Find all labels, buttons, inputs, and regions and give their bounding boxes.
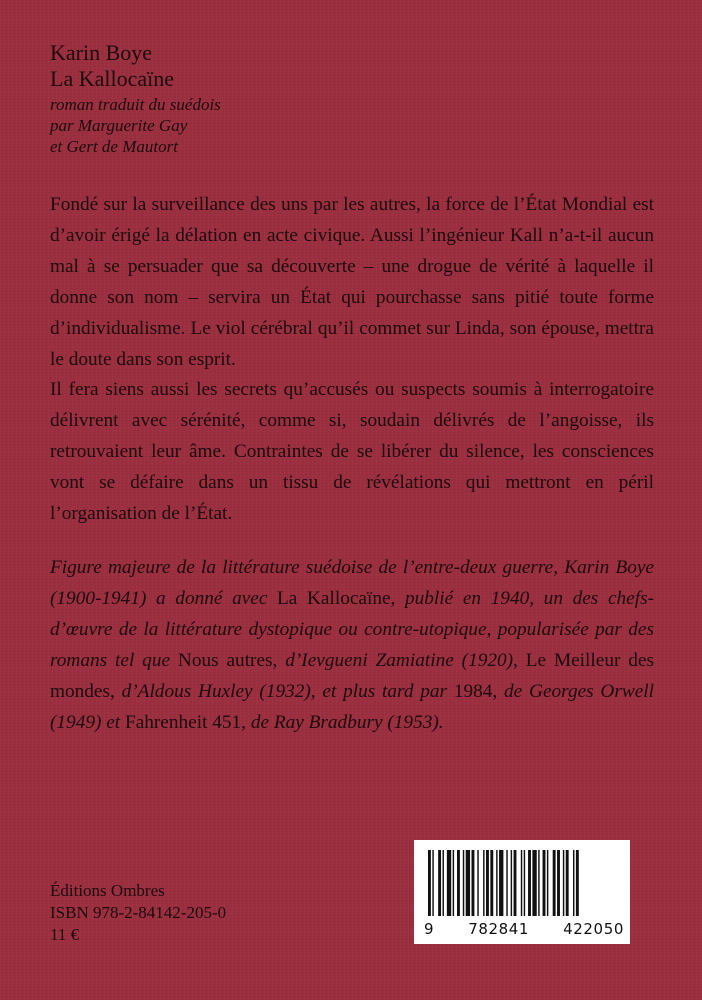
barcode-bar — [524, 850, 525, 916]
translator-line-2: et Gert de Mautort — [50, 137, 178, 156]
barcode-bar — [477, 850, 478, 916]
bio-book-title: 1984, — [453, 680, 498, 702]
barcode-bar — [557, 850, 560, 916]
price: 11 € — [50, 925, 80, 944]
barcode-bar — [538, 850, 539, 916]
barcode-bar — [428, 850, 431, 916]
translation-note: roman traduit du suédois — [50, 95, 221, 114]
barcode-bar — [506, 850, 507, 916]
barcode-bars-icon — [426, 850, 618, 916]
translator-line-1: par Marguerite Gay — [50, 116, 188, 135]
barcode-bar — [532, 850, 536, 916]
book-header — [50, 40, 221, 157]
barcode-bar — [447, 850, 451, 916]
barcode-left-group: 782841 — [468, 920, 530, 938]
bio-part: d’Ievgueni Zamiatine (1920), — [277, 649, 518, 671]
barcode-bar — [543, 850, 546, 916]
barcode-bar — [453, 850, 454, 916]
barcode-bar — [457, 850, 460, 916]
bio-book-title: Fahrenheit 451, — [124, 711, 246, 733]
summary-paragraph-2: Il fera siens aussi les secrets qu’accusés ou suspects soumis à interrogatoire délivrent avec sérénité, comme si, soudain délivrés de l’angoisse, ils retrouvaient leur âme. Contraintes de se libérer du silence, les consciences vont se défaire dans un tissu de révélations qui mettront en péril l’organisation de l’État. — [50, 379, 654, 525]
publisher-name: Éditions Ombres — [50, 881, 165, 900]
bio-part: de Ray Bradbury (1953). — [246, 711, 444, 733]
book-title: La Kallocaïne — [50, 66, 174, 91]
barcode-bar — [438, 850, 441, 916]
barcode-bar — [496, 850, 497, 916]
barcode-bar — [547, 850, 548, 916]
bio-part: d’Aldous Huxley (1932), et plus tard par — [114, 680, 454, 702]
barcode-bar — [514, 850, 517, 916]
author-name: Karin Boye — [50, 40, 153, 65]
barcode-bar — [576, 850, 579, 916]
barcode-bar — [499, 850, 503, 916]
barcode-bar — [566, 850, 569, 916]
barcode-bar — [553, 850, 556, 916]
barcode-bar — [486, 850, 489, 916]
barcode-number — [424, 920, 624, 938]
bio-part: publié en 1940, un des chefs-d’œuvre de la littérature dystopique ou contre-utopique, popularisée par des romans tel que — [50, 587, 654, 671]
barcode-bar — [463, 850, 464, 916]
barcode-bar — [573, 850, 574, 916]
summary-text — [50, 190, 654, 530]
barcode — [414, 840, 630, 944]
barcode-bar — [511, 850, 512, 916]
bio-part: de Georges Orwell (1949) et — [50, 680, 654, 733]
barcode-bar — [443, 850, 444, 916]
bio-book-title: Le Meilleur des mondes, — [50, 649, 654, 702]
barcode-right-group: 422050 — [563, 920, 624, 938]
bio-book-title: La Kallocaïne, — [277, 587, 396, 609]
barcode-bar — [472, 850, 475, 916]
barcode-bar — [528, 850, 531, 916]
barcode-bar — [466, 850, 470, 916]
summary-paragraph-1: Fondé sur la surveillance des uns par les autres, la force de l’État Mondial est d’avoir érigé la délation en acte civique. Aussi l’ingénieur Kall n’a-t-il aucun mal à se persuader que sa découverte – une drogue de vérité à laquelle il donne son nom – servira un État qui pourchasse sans pitié toute forme d’individualisme. Le viol cérébral qu’il commet sur Linda, son épouse, mettra le doute dans son esprit. — [50, 194, 654, 370]
barcode-lead-digit: 9 — [424, 920, 435, 938]
publisher-info — [50, 880, 226, 946]
barcode-bar — [432, 850, 433, 916]
barcode-bar — [483, 850, 484, 916]
isbn: ISBN 978-2-84142-205-0 — [50, 903, 227, 922]
barcode-bar — [490, 850, 493, 916]
bio-book-title: Nous autres, — [177, 649, 278, 671]
bio-part: Figure majeure de la littérature suédoise de l’entre-deux guerre, Karin Boye (1900-1941) a donné avec — [50, 557, 654, 609]
barcode-bar — [563, 850, 564, 916]
author-bio — [50, 553, 654, 738]
barcode-bar — [521, 850, 522, 916]
